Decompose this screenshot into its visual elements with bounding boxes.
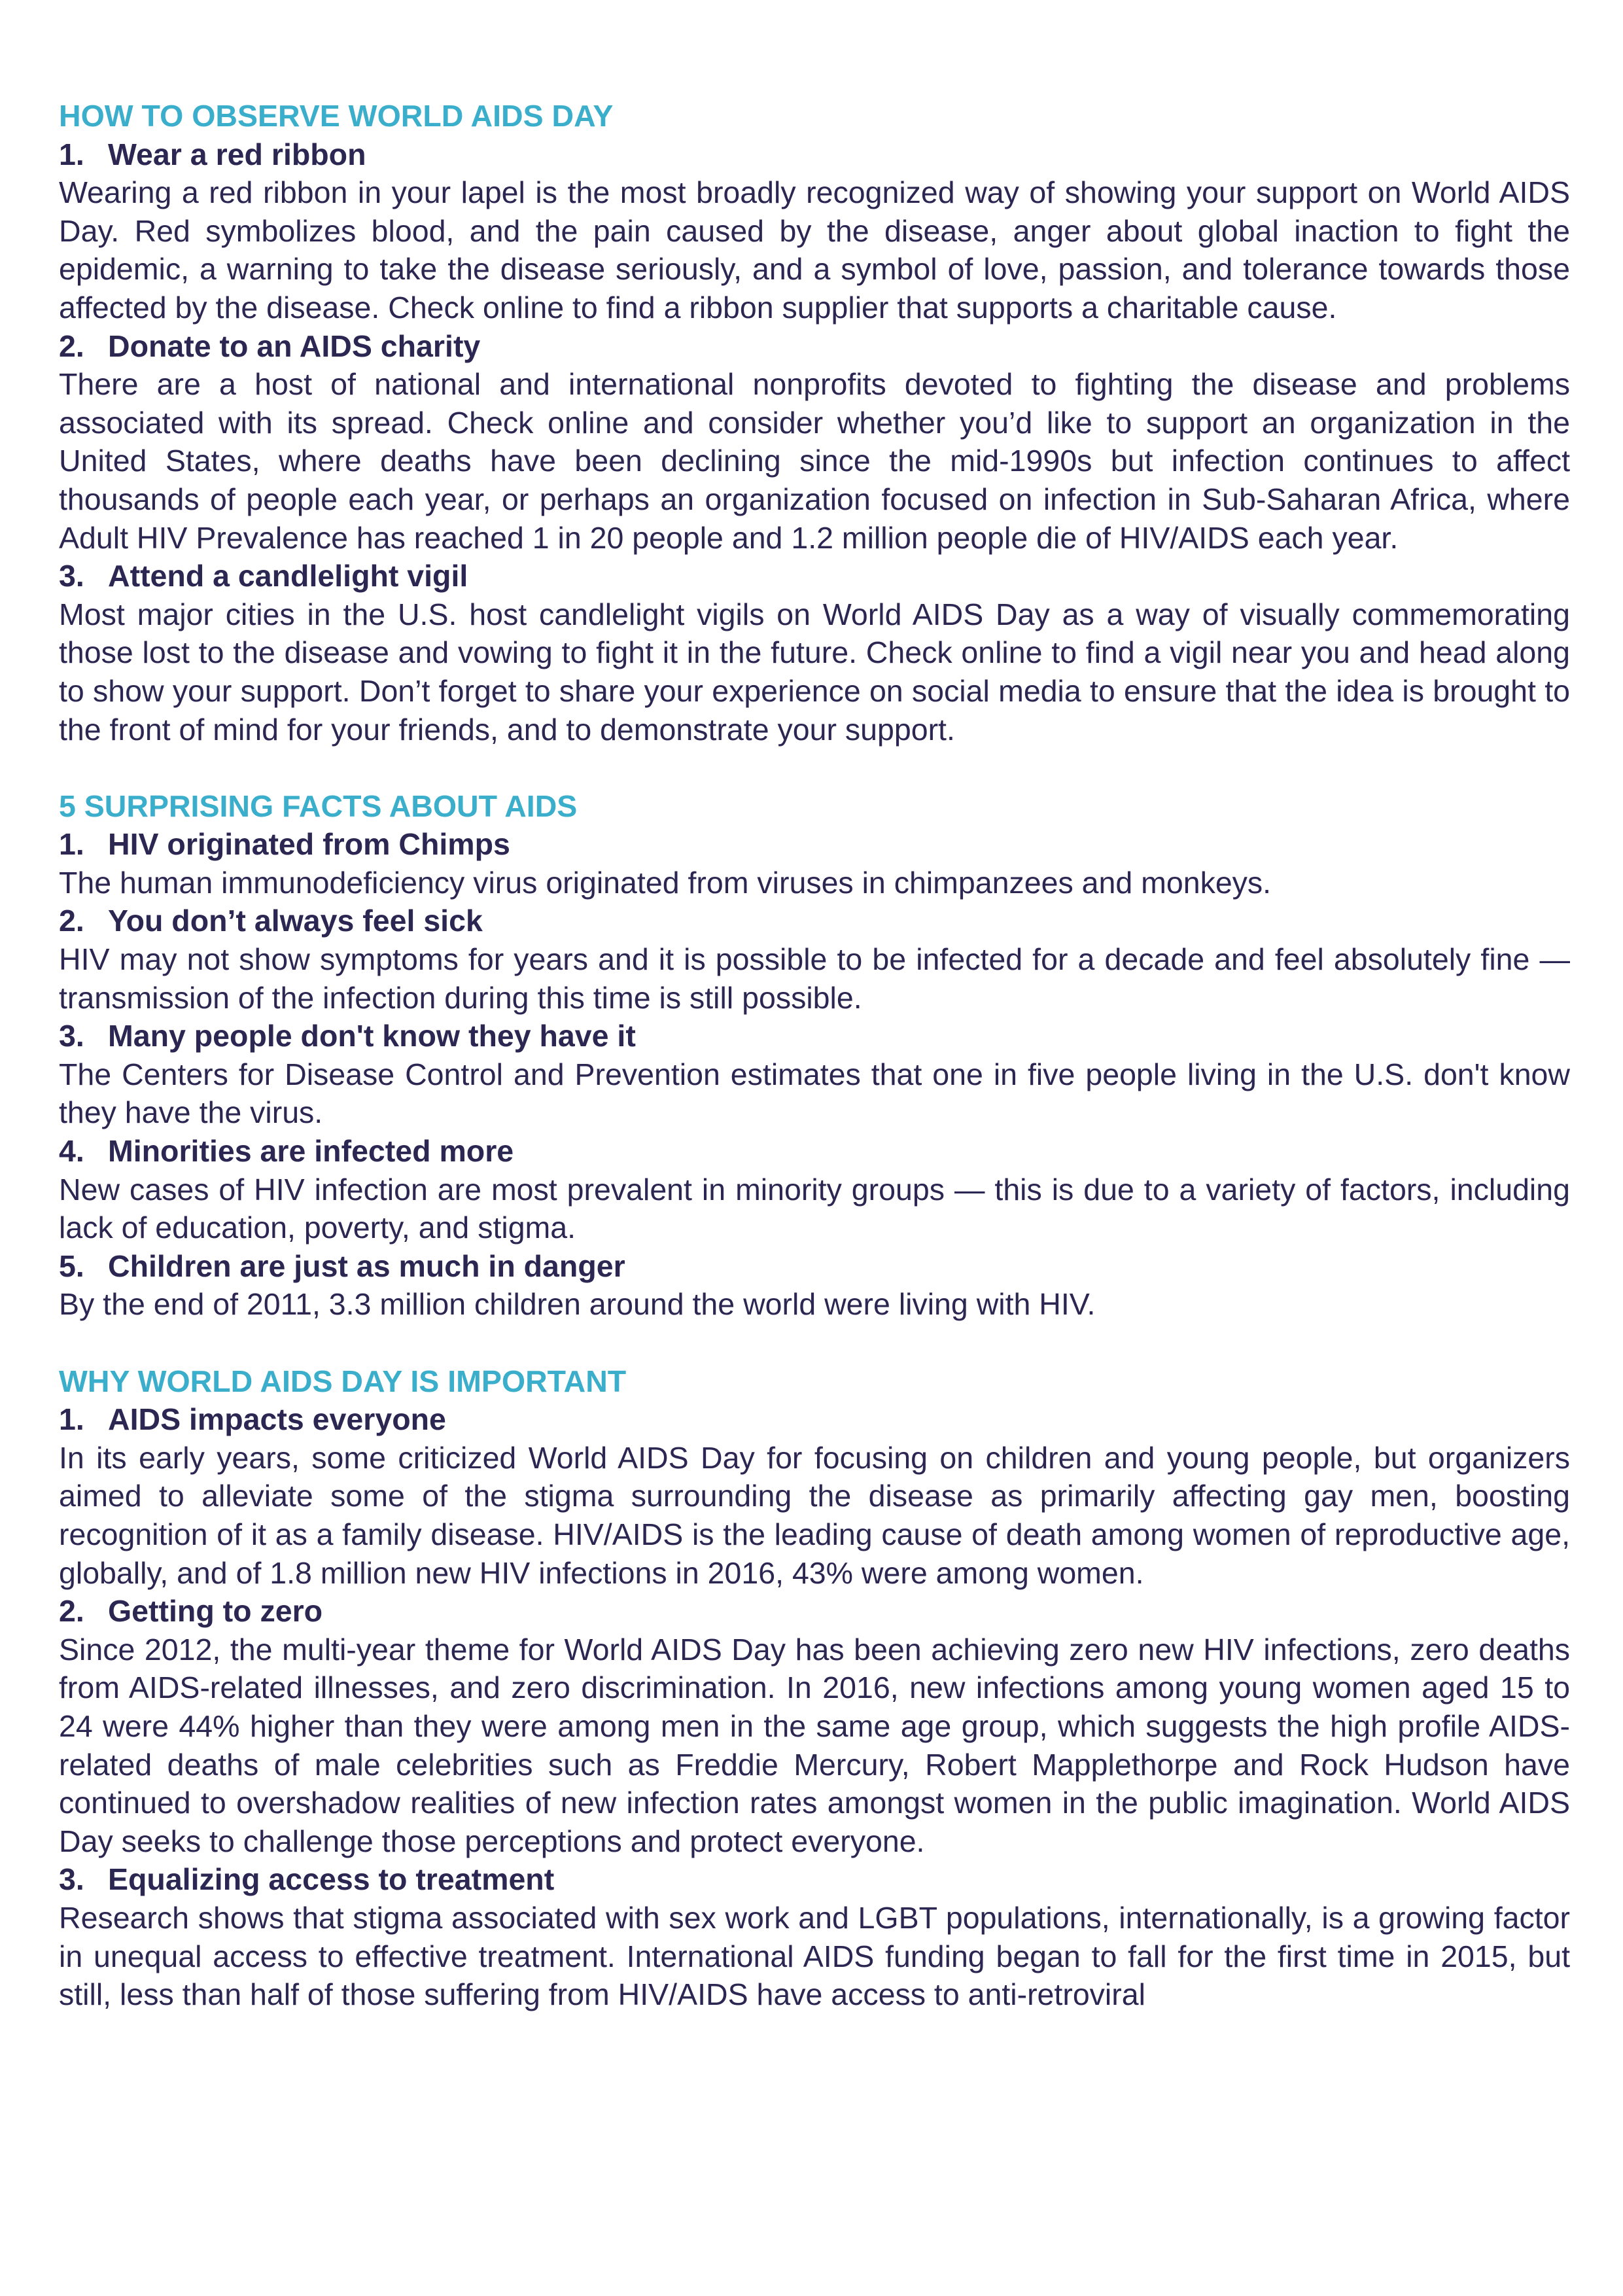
section-title: 5 SURPRISING FACTS ABOUT AIDS <box>59 788 578 823</box>
item-title <box>59 1860 1570 1899</box>
list-item <box>59 1017 1570 1132</box>
list-item <box>59 1592 1570 1860</box>
section-surprising-facts <box>59 787 1570 1324</box>
item-number: 5. <box>59 1248 84 1283</box>
item-title <box>59 1400 1570 1439</box>
document-page <box>59 97 1570 2014</box>
item-title <box>59 1017 1570 1055</box>
item-title <box>59 902 1570 940</box>
item-number: 3. <box>59 559 84 593</box>
item-number: 3. <box>59 1862 84 1897</box>
item-heading: Many people don't know they have it <box>108 1019 636 1053</box>
item-body: Most major cities in the U.S. host candlelight vigils on World AIDS Day as a way of visually commemorating those lost to the disease and vowing to fight it in the future. Check online to find a vigil near you and head along to show your support. Don’t forget to share your experience on social media to ensure that the idea is brought to the front of mind for your friends, and to demonstrate your support. <box>59 597 1570 747</box>
item-heading: Attend a candlelight vigil <box>108 559 468 593</box>
list-item <box>59 902 1570 1017</box>
section-title: WHY WORLD AIDS DAY IS IMPORTANT <box>59 1364 627 1398</box>
item-number: 4. <box>59 1134 84 1169</box>
item-number: 2. <box>59 328 84 363</box>
list-item <box>59 135 1570 327</box>
item-heading: Equalizing access to treatment <box>108 1862 555 1897</box>
item-body: New cases of HIV infection are most prevalent in minority groups — this is due to a variety of factors, including lack of education, poverty, and stigma. <box>59 1172 1570 1245</box>
item-heading: AIDS impacts everyone <box>108 1402 446 1437</box>
item-body: Research shows that stigma associated with sex work and LGBT populations, internationally, is a growing factor in unequal access to effective treatment. International AIDS funding began to fall for the first time in 2015, but still, less than half of those suffering from HIV/AIDS have access to anti-retroviral <box>59 1900 1570 2012</box>
list-item <box>59 825 1570 902</box>
item-title <box>59 1247 1570 1286</box>
item-body: In its early years, some criticized World AIDS Day for focusing on children and young people, but organizers aimed to alleviate some of the stigma surrounding the disease as primarily affecting gay men, boosting recognition of it as a family disease. HIV/AIDS is the leading cause of death among women of reproductive age, globally, and of 1.8 million new HIV infections in 2016, 43% were among women. <box>59 1440 1570 1590</box>
item-number: 1. <box>59 1402 84 1437</box>
section-why-important <box>59 1362 1570 2014</box>
item-heading: You don’t always feel sick <box>108 904 483 938</box>
item-heading: HIV originated from Chimps <box>108 827 510 862</box>
item-heading: Wear a red ribbon <box>108 137 366 171</box>
item-heading: Getting to zero <box>108 1594 323 1629</box>
item-body: HIV may not show symptoms for years and it is possible to be infected for a decade and feel absolutely fine — transmission of the infection during this time is still possible. <box>59 942 1570 1015</box>
list-item <box>59 327 1570 557</box>
section-how-to-observe <box>59 97 1570 749</box>
item-number: 1. <box>59 827 84 862</box>
item-body: Wearing a red ribbon in your lapel is the most broadly recognized way of showing your support on World AIDS Day. Red symbolizes blood, and the pain caused by the disease, anger about global inaction to fight the epidemic, a warning to take the disease seriously, and a symbol of love, passion, and tolerance towards those affected by the disease. Check online to find a ribbon supplier that supports a charitable cause. <box>59 175 1570 325</box>
item-body: Since 2012, the multi-year theme for World AIDS Day has been achieving zero new HIV infections, zero deaths from AIDS-related illnesses, and zero discrimination. In 2016, new infections among young women aged 15 to 24 were 44% higher than they were among men in the same age group, which suggests the high profile AIDS-related deaths of male celebrities such as Freddie Mercury, Robert Mapplethorpe and Rock Hudson have continued to overshadow realities of new infection rates amongst women in the public imagination. World AIDS Day seeks to challenge those perceptions and protect everyone. <box>59 1632 1570 1858</box>
list-item <box>59 1860 1570 2013</box>
item-number: 1. <box>59 137 84 171</box>
item-heading: Children are just as much in danger <box>108 1248 625 1283</box>
item-body: The Centers for Disease Control and Prevention estimates that one in five people living in the U.S. don't know they have the virus. <box>59 1057 1570 1130</box>
item-title <box>59 825 1570 864</box>
item-number: 2. <box>59 1594 84 1629</box>
item-body: By the end of 2011, 3.3 million children around the world were living with HIV. <box>59 1287 1096 1322</box>
list-item <box>59 1247 1570 1324</box>
item-heading: Donate to an AIDS charity <box>108 328 481 363</box>
item-body: The human immunodeficiency virus originated from viruses in chimpanzees and monkeys. <box>59 865 1272 900</box>
item-title <box>59 1592 1570 1631</box>
list-item <box>59 557 1570 749</box>
item-number: 2. <box>59 904 84 938</box>
item-title <box>59 1132 1570 1171</box>
item-number: 3. <box>59 1019 84 1053</box>
item-title <box>59 327 1570 366</box>
item-title <box>59 557 1570 595</box>
list-item <box>59 1400 1570 1592</box>
item-title <box>59 135 1570 174</box>
item-heading: Minorities are infected more <box>108 1134 514 1169</box>
section-title: HOW TO OBSERVE WORLD AIDS DAY <box>59 99 614 133</box>
item-body: There are a host of national and international nonprofits devoted to fighting the disease and problems associated with its spread. Check online and consider whether you’d like to support an organization in the United States, where deaths have been declining since the mid-1990s but infection continues to affect thousands of people each year, or perhaps an organization focused on infection in Sub-Saharan Africa, where Adult HIV Prevalence has reached 1 in 20 people and 1.2 million people die of HIV/AIDS each year. <box>59 367 1570 555</box>
list-item <box>59 1132 1570 1247</box>
